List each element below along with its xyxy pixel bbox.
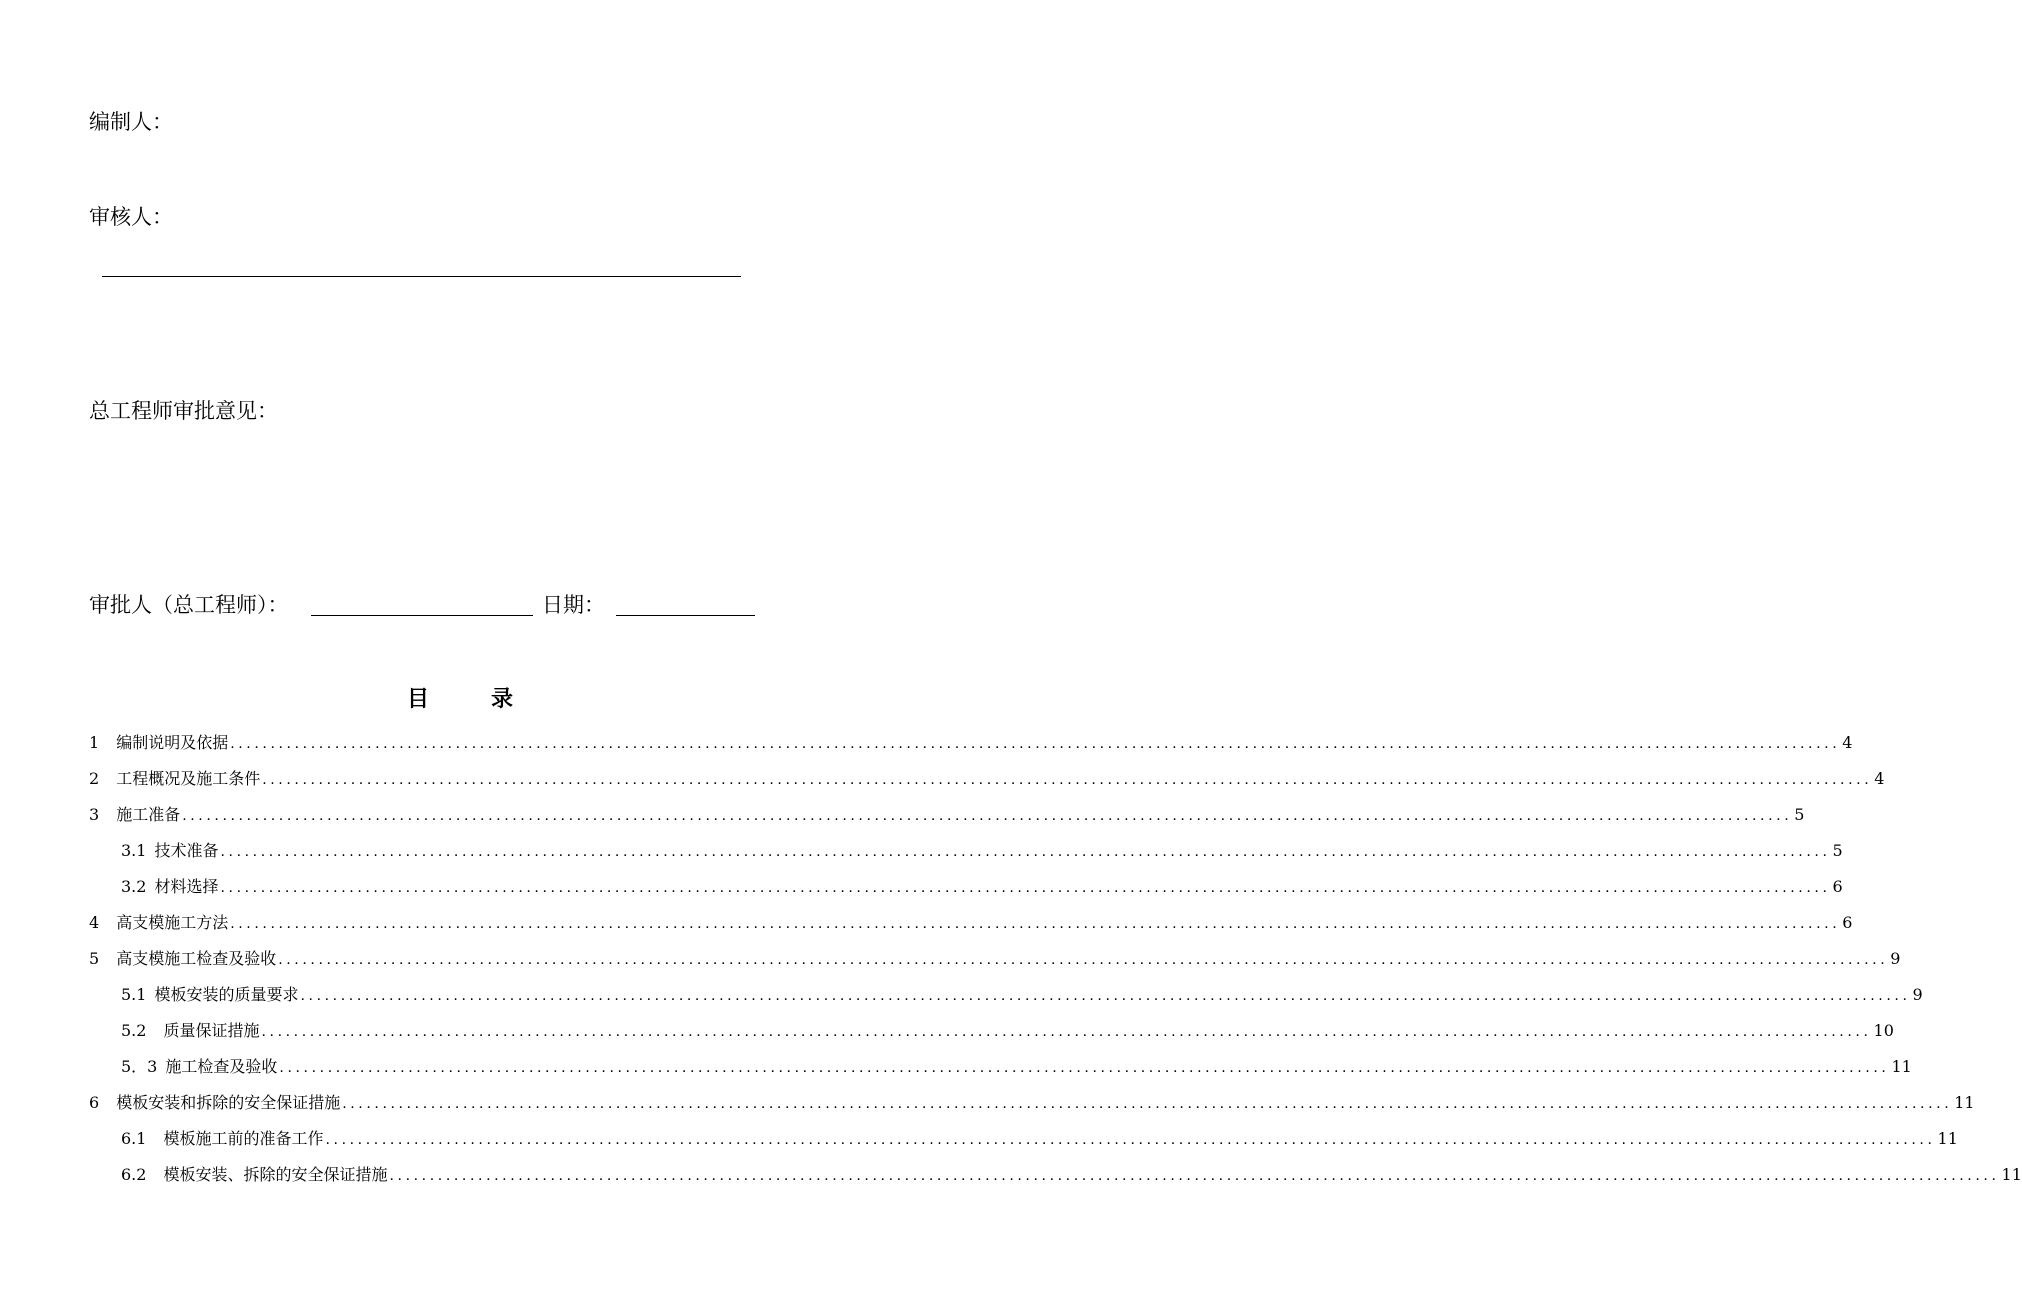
toc-entry-title: 质量保证措施 bbox=[163, 1021, 260, 1040]
toc-entry[interactable] bbox=[121, 874, 1843, 900]
toc-entry-title: 高支模施工检查及验收 bbox=[116, 949, 277, 968]
toc-leader-dots: ........................................................................................................................................................................................................ bbox=[278, 952, 1889, 968]
reviewer-label: 审核人： bbox=[89, 205, 173, 229]
toc-leader-dots: ........................................................................................................................................................................................................ bbox=[220, 844, 1831, 860]
toc-leader-dots: ........................................................................................................................................................................................................ bbox=[389, 1168, 2000, 1184]
toc-leader-dots: ........................................................................................................................................................................................................ bbox=[279, 1060, 1890, 1076]
toc-entry-title: 施工检查及验收 bbox=[165, 1057, 278, 1076]
toc-entry-title: 编制说明及依据 bbox=[116, 733, 229, 752]
toc-entry-number: 3.1 bbox=[121, 841, 147, 860]
toc-leader-dots: ........................................................................................................................................................................................................ bbox=[182, 808, 1793, 824]
toc-entry-title: 技术准备 bbox=[154, 841, 219, 860]
toc-entry-number: 5．3 bbox=[121, 1057, 158, 1076]
toc-leader-dots: ........................................................................................................................................................................................................ bbox=[262, 772, 1873, 788]
toc-entry-number: 5.2 bbox=[121, 1021, 147, 1040]
toc-leader-dots: ........................................................................................................................................................................................................ bbox=[220, 880, 1831, 896]
approver-label: 审批人（总工程师）： bbox=[89, 593, 289, 617]
reviewer-signature-line bbox=[102, 276, 741, 277]
date-line bbox=[616, 615, 755, 616]
toc-entry[interactable] bbox=[89, 802, 1805, 828]
toc-leader-dots: ........................................................................................................................................................................................................ bbox=[230, 736, 1841, 752]
toc-entry[interactable] bbox=[121, 838, 1843, 864]
toc-entry[interactable] bbox=[89, 910, 1853, 936]
toc-entry-number: 3 bbox=[89, 805, 100, 824]
toc-entry-title: 模板安装的质量要求 bbox=[154, 985, 299, 1004]
toc-entry-title: 施工准备 bbox=[116, 805, 181, 824]
toc-leader-dots: ........................................................................................................................................................................................................ bbox=[325, 1132, 1936, 1148]
toc-entry-page: 4 bbox=[1874, 769, 1885, 788]
toc-entry[interactable] bbox=[121, 1018, 1894, 1044]
toc-entry-title: 工程概况及施工条件 bbox=[116, 769, 261, 788]
toc-entry-page: 5 bbox=[1832, 841, 1843, 860]
toc-entry[interactable] bbox=[121, 1162, 2022, 1188]
toc-entry-number: 6 bbox=[89, 1093, 100, 1112]
toc-leader-dots: ........................................................................................................................................................................................................ bbox=[230, 916, 1841, 932]
toc-entry[interactable] bbox=[89, 1090, 1975, 1116]
toc-entry-number: 3.2 bbox=[121, 877, 147, 896]
approval-row bbox=[89, 590, 789, 620]
toc-title: 目录 bbox=[406, 686, 575, 712]
toc-leader-dots: ........................................................................................................................................................................................................ bbox=[342, 1096, 1953, 1112]
chief-opinion-label: 总工程师审批意见： bbox=[89, 399, 278, 423]
toc-entry-title: 模板安装、拆除的安全保证措施 bbox=[163, 1165, 388, 1184]
toc-entry-page: 10 bbox=[1873, 1021, 1894, 1040]
toc-entry-page: 9 bbox=[1890, 949, 1901, 968]
toc-entry[interactable] bbox=[89, 946, 1901, 972]
toc-entry-title: 模板安装和拆除的安全保证措施 bbox=[116, 1093, 341, 1112]
toc-entry[interactable] bbox=[121, 1126, 1958, 1152]
toc-leader-dots: ........................................................................................................................................................................................................ bbox=[300, 988, 1911, 1004]
toc-entry-title: 材料选择 bbox=[154, 877, 219, 896]
toc-entry-number: 4 bbox=[89, 913, 100, 932]
toc-entry-number: 5 bbox=[89, 949, 100, 968]
toc-entry-page: 6 bbox=[1842, 913, 1853, 932]
toc-entry-page: 11 bbox=[1891, 1057, 1912, 1076]
compiler-label: 编制人： bbox=[89, 110, 173, 134]
toc-entry-number: 1 bbox=[89, 733, 100, 752]
approver-signature-line bbox=[311, 615, 533, 616]
toc-entry-title: 模板施工前的准备工作 bbox=[163, 1129, 324, 1148]
toc-entry-number: 2 bbox=[89, 769, 100, 788]
toc-entry[interactable] bbox=[121, 1054, 1912, 1080]
toc-entry[interactable] bbox=[89, 766, 1885, 792]
toc-entry-title: 高支模施工方法 bbox=[116, 913, 229, 932]
toc-leader-dots: ........................................................................................................................................................................................................ bbox=[261, 1024, 1872, 1040]
toc-entry-page: 11 bbox=[1954, 1093, 1975, 1112]
toc-entry-page: 11 bbox=[1937, 1129, 1958, 1148]
toc-entry-page: 6 bbox=[1832, 877, 1843, 896]
toc-entry[interactable] bbox=[121, 982, 1923, 1008]
toc-entry-page: 11 bbox=[2001, 1165, 2022, 1184]
toc-entry-number: 5.1 bbox=[121, 985, 147, 1004]
toc-entry-page: 4 bbox=[1842, 733, 1853, 752]
date-label: 日期： bbox=[542, 593, 605, 617]
toc-entry-number: 6.2 bbox=[121, 1165, 147, 1184]
toc-entry-page: 9 bbox=[1912, 985, 1923, 1004]
toc-entry-page: 5 bbox=[1794, 805, 1805, 824]
toc-entry-number: 6.1 bbox=[121, 1129, 147, 1148]
toc-entry[interactable] bbox=[89, 730, 1853, 756]
